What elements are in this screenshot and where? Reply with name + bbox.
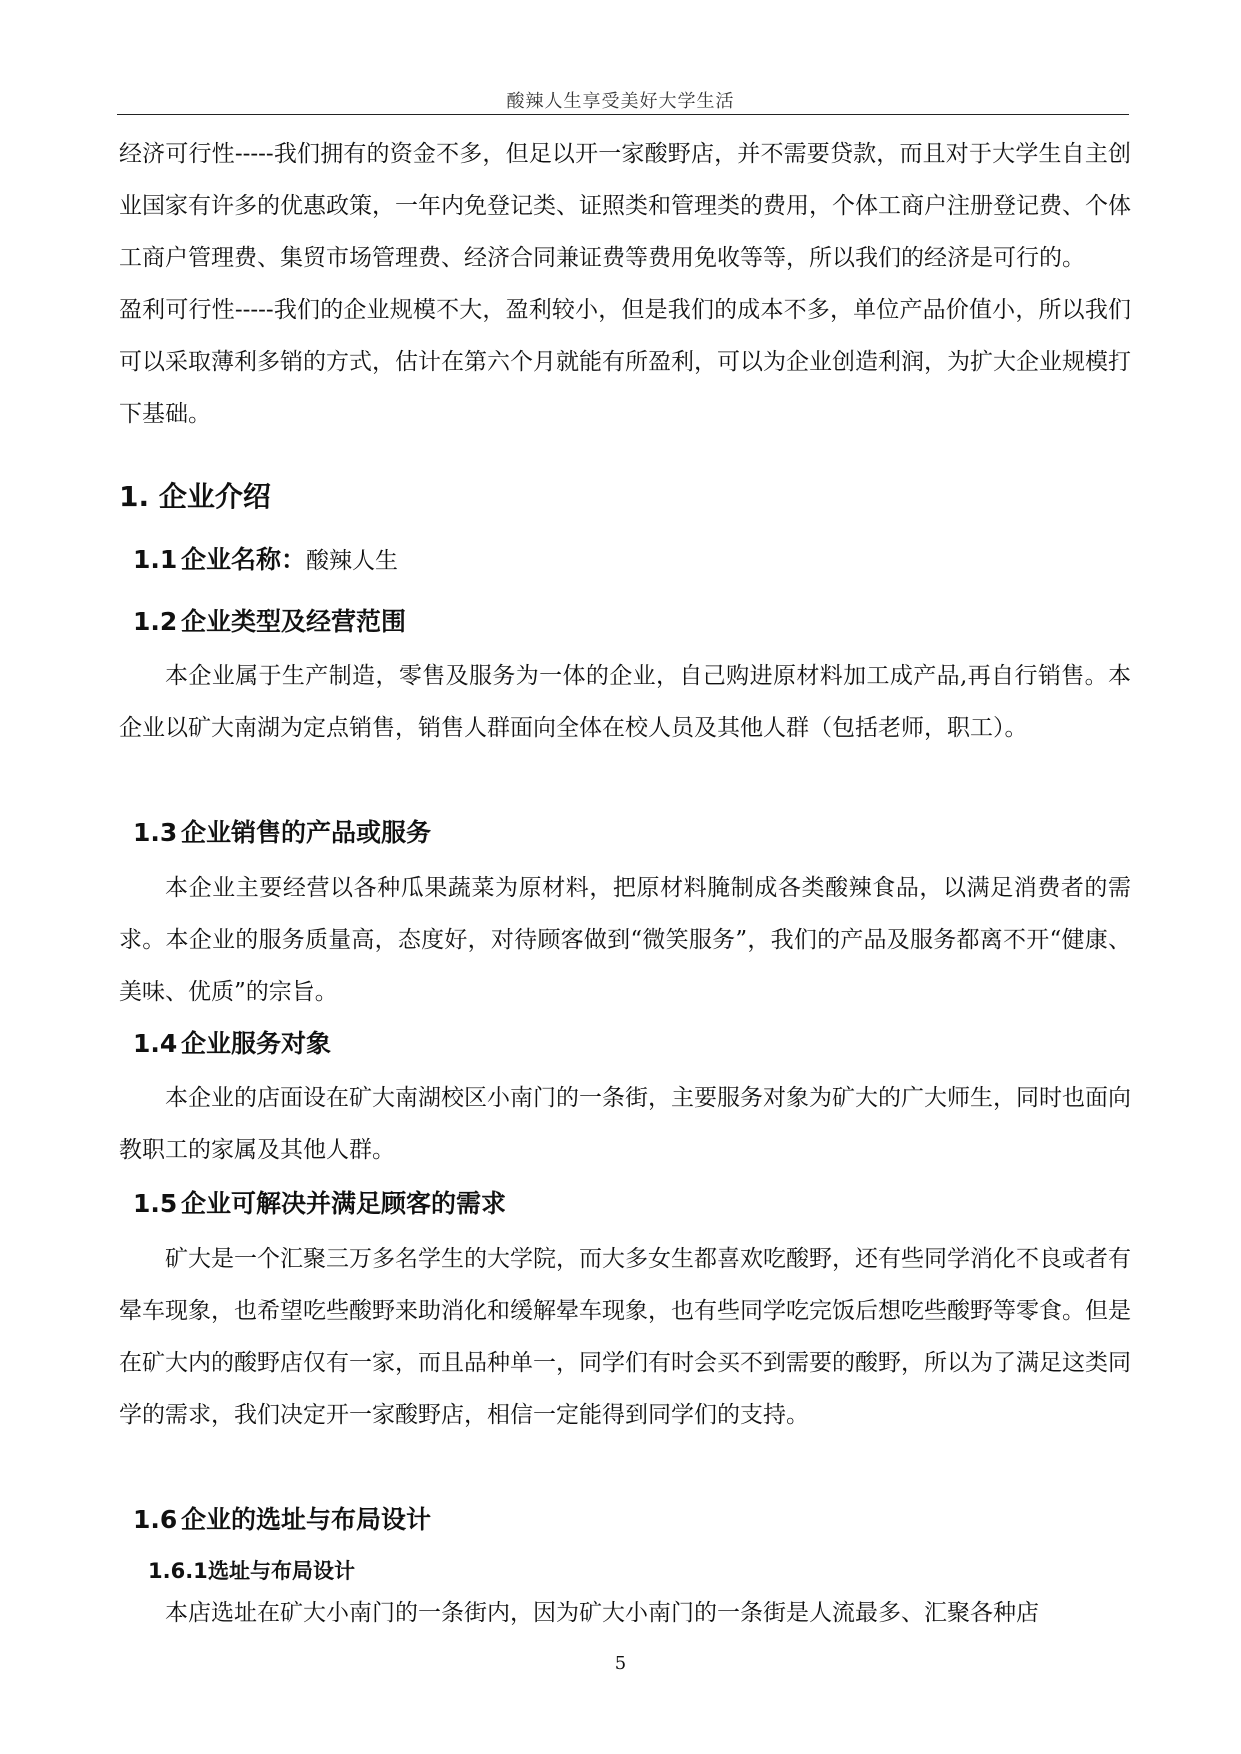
heading-1-6-1 xyxy=(148,1555,355,1585)
heading-number: 1.1 xyxy=(133,545,178,574)
heading-1-2 xyxy=(133,602,406,638)
company-name-value: 酸辣人生 xyxy=(306,548,399,574)
running-header: 酸辣人生享受美好大学生活 xyxy=(506,91,735,112)
heading-label: 企业的选址与布局设计 xyxy=(181,1505,432,1534)
heading-label: 企业销售的产品或服务 xyxy=(181,818,432,847)
heading-1-3 xyxy=(133,813,431,849)
heading-label: 选址与布局设计 xyxy=(208,1559,355,1583)
section-1-5-body: 矿大是一个汇聚三万多名学生的大学院，而大多女生都喜欢吃酸野，还有些同学消化不良或者有晕车现象，也希望吃些酸野来助消化和缓解晕车现象，也有些同学吃完饭后想吃些酸野等零食。但是在矿大内的酸野店仅有一家，而且品种单一，同学们有时会买不到需要的酸野，所以为了满足这类同学的需求，我们决定开一家酸野店，相信一定能得到同学们的支持。 xyxy=(119,1246,1131,1428)
heading-number: 1.3 xyxy=(133,818,178,847)
heading-number: 1.4 xyxy=(133,1029,178,1058)
heading-label: 企业名称： xyxy=(181,545,307,574)
heading-label: 企业可解决并满足顾客的需求 xyxy=(181,1189,507,1218)
heading-1-6 xyxy=(133,1500,431,1536)
economic-feasibility-paragraph: 经济可行性-----我们拥有的资金不多，但足以开一家酸野店，并不需要贷款，而且对于大学生自主创业国家有许多的优惠政策，一年内免登记类、证照类和管理类的费用，个体工商户注册登记费、个体工商户管理费、集贸市场管理费、经济合同兼证费等费用免收等等，所以我们的经济是可行的。 xyxy=(119,141,1131,271)
heading-1-4 xyxy=(133,1024,331,1060)
heading-label: 企业服务对象 xyxy=(181,1029,332,1058)
heading-number: 1.6 xyxy=(133,1505,178,1534)
profit-feasibility-paragraph: 盈利可行性-----我们的企业规模不大，盈利较小，但是我们的成本不多，单位产品价值小，所以我们可以采取薄利多销的方式，估计在第六个月就能有所盈利，可以为企业创造利润，为扩大企业规模打下基础。 xyxy=(119,297,1131,427)
section-1-6-1-body: 本店选址在矿大小南门的一条街内，因为矿大小南门的一条街是人流最多、汇聚各种店 xyxy=(165,1600,1039,1626)
header-divider xyxy=(117,114,1129,115)
section-1-2-body: 本企业属于生产制造，零售及服务为一体的企业，自己购进原材料加工成产品,再自行销售。本企业以矿大南湖为定点销售，销售人群面向全体在校人员及其他人群（包括老师，职工）。 xyxy=(119,663,1131,741)
heading-1-1 xyxy=(133,540,398,576)
heading-number: 1.2 xyxy=(133,607,178,636)
section-title-company-intro: 1. 企业介绍 xyxy=(119,480,271,513)
heading-number: 1.5 xyxy=(133,1189,178,1218)
section-1-4-body: 本企业的店面设在矿大南湖校区小南门的一条街，主要服务对象为矿大的广大师生，同时也面向教职工的家属及其他人群。 xyxy=(119,1085,1131,1163)
heading-label: 企业类型及经营范围 xyxy=(181,607,407,636)
page-number: 5 xyxy=(614,1653,627,1674)
heading-number: 1.6.1 xyxy=(148,1559,208,1583)
section-1-3-body: 本企业主要经营以各种瓜果蔬菜为原材料，把原材料腌制成各类酸辣食品，以满足消费者的需求。本企业的服务质量高，态度好，对待顾客做到“微笑服务”，我们的产品及服务都离不开“健康、美味、优质”的宗旨。 xyxy=(119,875,1131,1005)
heading-1-5 xyxy=(133,1184,506,1220)
